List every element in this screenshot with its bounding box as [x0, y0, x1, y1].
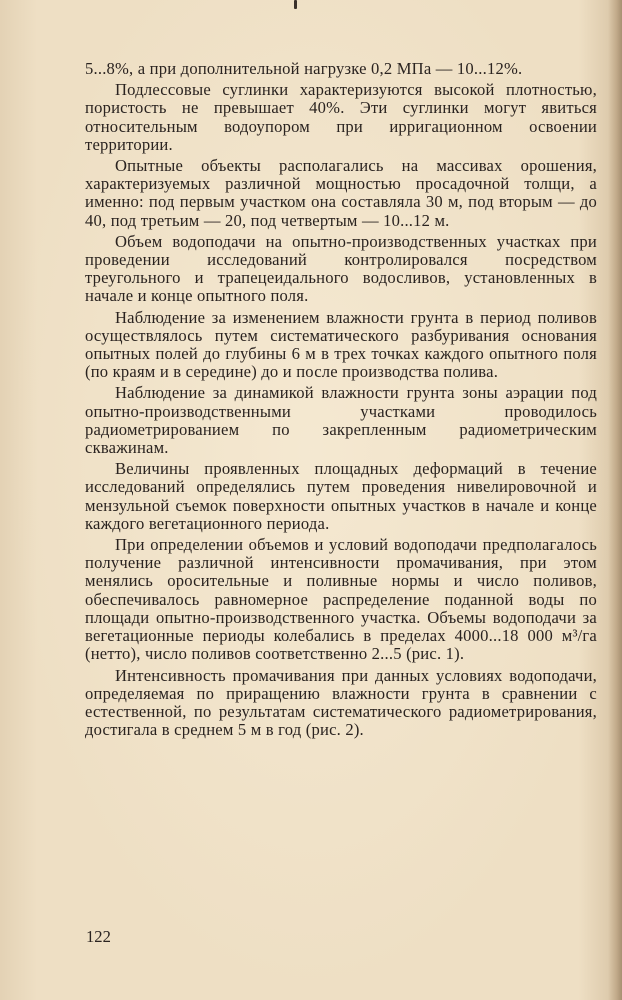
page-edge-shadow — [608, 0, 622, 1000]
print-mark — [294, 0, 297, 9]
body-text — [85, 60, 597, 742]
page-number: 122 — [86, 927, 111, 946]
paragraph-2: Подлессовые суглинки характеризуются высокой плотностью, пористость не превышает 40%. Эти суглинки могут явиться относительным водоупором при ирригационном освоении территории. — [85, 80, 597, 154]
paragraph-9: Интенсивность промачивания при данных условиях водоподачи, определяемая по приращению влажности грунта в сравнении с естественной, по результатам систематического радиометрирования, достигала в среднем 5 м в год (рис. 2). — [85, 665, 597, 740]
paragraph-1: 5...8%, а при дополнительной нагрузке 0,2 МПа — 10...12%. — [85, 59, 523, 78]
paragraph-3: Опытные объекты располагались на массивах орошения, характеризуемых различной мощностью просадочной толщи, а именно: под первым участком она составляла 30 м, под вторым — до 40, под третьим — 20, под четвертым — 10...12 м. — [85, 156, 597, 230]
paragraph-6: Наблюдение за динамикой влажности грунта зоны аэрации под опытно-производственными участками проводилось радиометрированием по закрепленным радиометрическим скважинам. — [85, 383, 597, 458]
paragraph-4: Объем водоподачи на опытно-производственных участках при проведении исследований контролировался посредством треугольного и трапецеидального водосливов, установленных в начале и конце опытного поля. — [85, 231, 597, 306]
paragraph-5: Наблюдение за изменением влажности грунта в период поливов осуществлялось путем систематического разбуривания основания опытных полей до глубины 6 м в трех точках каждого опытного поля (по краям и в середине) до и после производства полива. — [85, 307, 597, 382]
paragraph-8: При определении объемов и условий водоподачи предполагалось получение различной интенсивности промачивания, при этом менялись оросительные и поливные нормы и число поливов, обеспечивалось равномерное распределение поданной воды по площади опытно-производственного участка. Объемы водоподачи за вегетационные периоды колебались в пределах 4000...18 000 м³/га (нетто), число поливов соответственно 2...5 (рис. 1). — [85, 535, 597, 664]
paragraph-7: Величины проявленных площадных деформаций в течение исследований определялись путем проведения нивелировочной и мензульной съемок поверхности опытных участков в начале и конце каждого вегетационного периода. — [85, 459, 597, 533]
